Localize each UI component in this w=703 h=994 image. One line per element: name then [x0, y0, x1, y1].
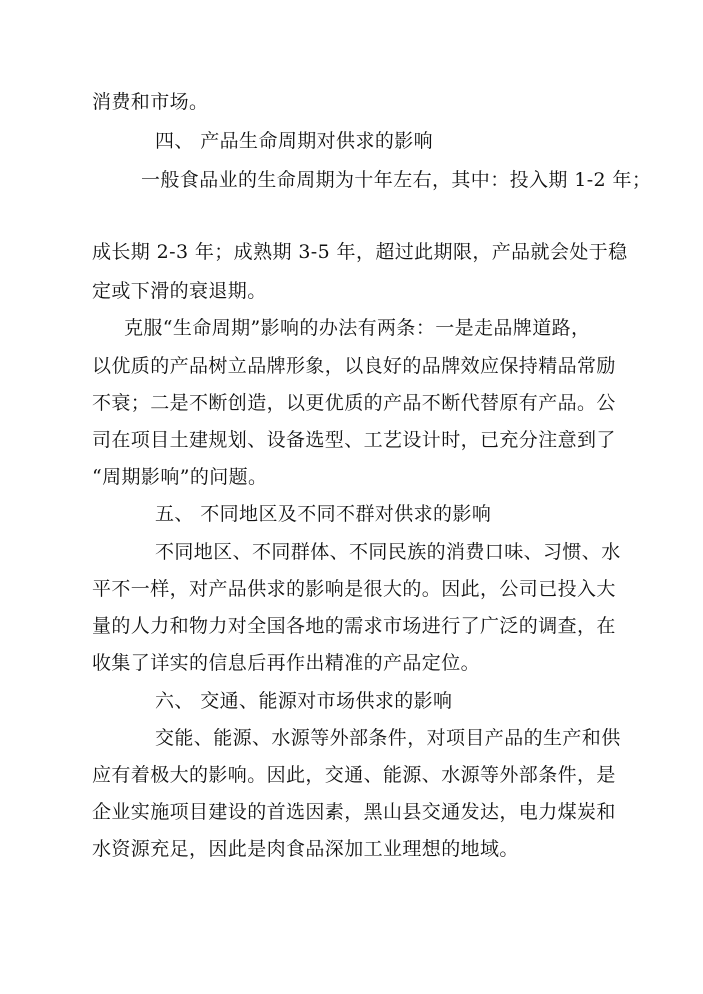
text-line: 消费和市场。: [92, 91, 209, 113]
text-line: 交能、能源、水源等外部条件，对项目产品的生产和供: [155, 727, 621, 749]
text-line: 不衰；二是不断创造，以更优质的产品不断代替原有产品。公: [92, 392, 616, 414]
text-line: 水资源充足，因此是肉食品深加工业理想的地域。: [92, 838, 519, 860]
text-line: 平不一样，对产品供求的影响是很大的。因此，公司已投入大: [92, 578, 616, 600]
text-line: 应有着极大的影响。因此，交通、能源、水源等外部条件，是: [92, 764, 616, 786]
text-line: 以优质的产品树立品牌形象，以良好的品牌效应保持精品常励: [92, 355, 616, 377]
section-heading: 五、 不同地区及不同不群对供求的影响: [155, 503, 492, 525]
section-heading: 六、 交通、能源对市场供求的影响: [155, 690, 453, 712]
text-line: 定或下滑的衰退期。: [92, 280, 267, 302]
text-line: 收集了详实的信息后再作出精准的产品定位。: [92, 652, 481, 674]
text-line: 成长期 2-3 年；成熟期 3-5 年，超过此期限，产品就会处于稳: [92, 241, 628, 263]
text-line: 克服“生命周期”影响的办法有两条：一是走品牌道路，: [124, 317, 591, 339]
text-line: 司在项目土建规划、设备选型、工艺设计时，已充分注意到了: [92, 429, 616, 451]
text-line: 企业实施项目建设的首选因素，黑山县交通发达，电力煤炭和: [92, 801, 616, 823]
text-line: 一般食品业的生命周期为十年左右，其中：投入期 1-2 年；: [141, 169, 652, 191]
text-line: “周期影响”的问题。: [92, 466, 268, 488]
section-heading: 四、 产品生命周期对供求的影响: [155, 130, 434, 152]
text-line: 不同地区、不同群体、不同民族的消费口味、习惯、水: [155, 541, 621, 563]
text-line: 量的人力和物力对全国各地的需求市场进行了广泛的调查，在: [92, 615, 616, 637]
